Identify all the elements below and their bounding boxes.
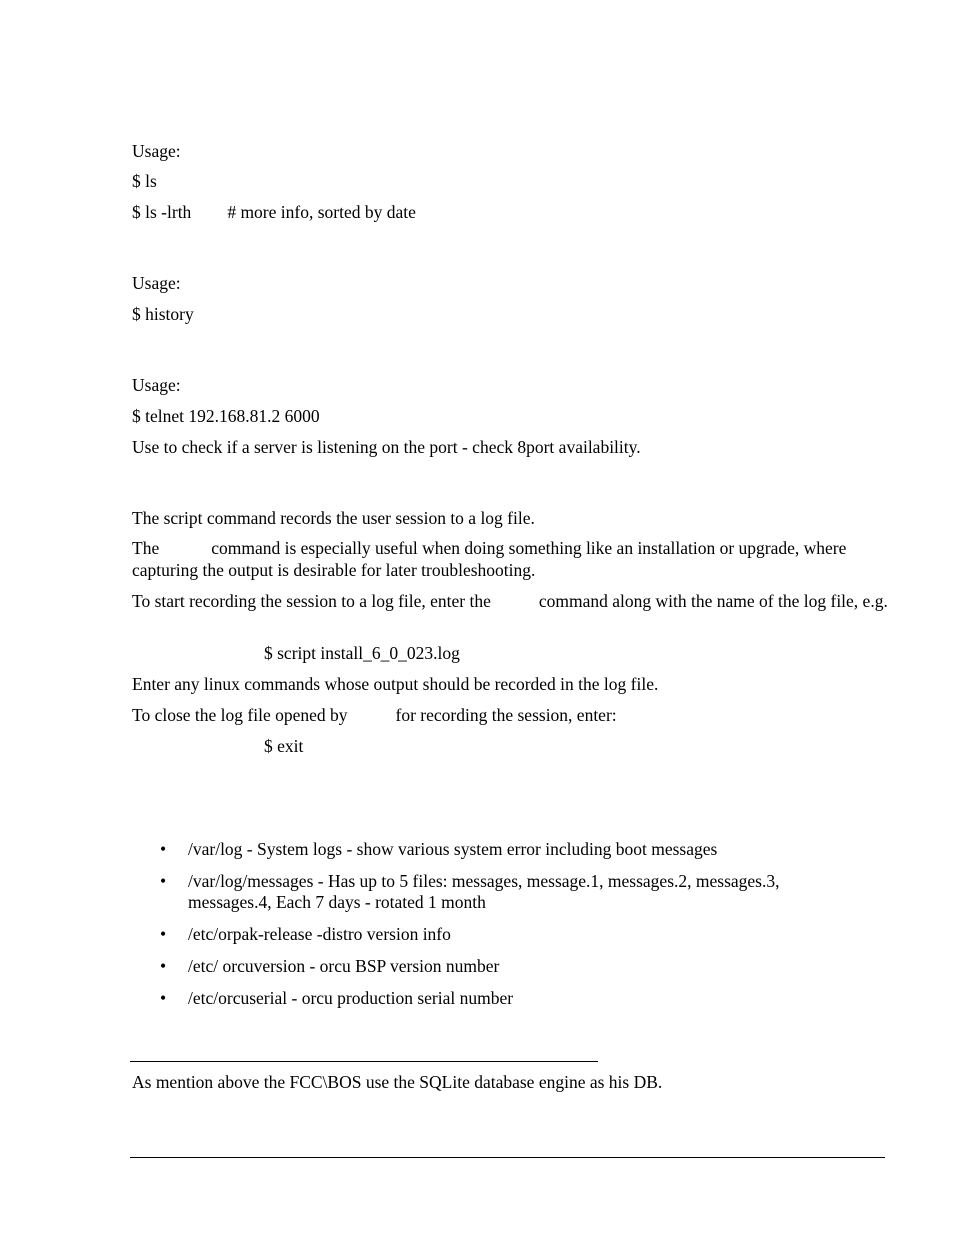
bullet-marker: • <box>160 871 167 891</box>
script-p5-rest: for recording the session, enter: <box>395 705 617 725</box>
bullet-marker: • <box>160 988 167 1008</box>
script-paragraph-start <box>132 590 892 612</box>
history-command: $ history <box>132 304 194 324</box>
script-p5-start: To close the log file opened by <box>132 705 348 725</box>
list-item-text: /etc/orpak-release -distro version info <box>188 924 451 944</box>
bullet-marker: • <box>160 956 167 976</box>
db-description: As mention above the FCC\BOS use the SQLite database engine as his DB. <box>132 1072 663 1092</box>
script-paragraph-enter: Enter any linux commands whose output should be recorded in the log file. <box>132 674 659 694</box>
script-paragraph-usefulness <box>132 537 892 581</box>
section-rule <box>130 1061 598 1062</box>
script-exit-command: $ exit <box>264 736 304 756</box>
script-p2-rest: command is especially useful when doing something like an installation or upgrade, where capturing the output is desirable for later troubleshooting. <box>132 538 847 580</box>
list-item-text: /etc/ orcuversion - orcu BSP version number <box>188 956 500 976</box>
telnet-note: Use to check if a server is listening on the port - check 8port availability. <box>132 437 641 457</box>
ls-lrth-comment: # more info, sorted by date <box>227 202 416 222</box>
list-item-text: /var/log - System logs - show various system error including boot messages <box>188 839 718 859</box>
footer-rule <box>130 1157 885 1158</box>
ls-usage-label: Usage: <box>132 141 181 161</box>
ls-lrth-line <box>132 201 416 223</box>
list-item-text: /etc/orcuserial - orcu production serial number <box>188 988 514 1008</box>
ls-command: $ ls <box>132 171 157 191</box>
script-p3-start: To start recording the session to a log file, enter the <box>132 591 491 611</box>
script-p3-rest: command along with the name of the log file, e.g. <box>538 591 888 611</box>
bullet-marker: • <box>160 839 167 859</box>
script-paragraph-close <box>132 704 617 726</box>
script-example-command: $ script install_6_0_023.log <box>264 643 460 663</box>
ls-lrth-command: $ ls -lrth <box>132 202 192 222</box>
script-intro: The script command records the user session to a log file. <box>132 508 535 528</box>
list-item-text: /var/log/messages - Has up to 5 files: messages, message.1, messages.2, messages.3, messages.4, Each 7 days - rotated 1 month <box>188 871 780 912</box>
script-p2-start: The <box>132 538 160 558</box>
telnet-command: $ telnet 192.168.81.2 6000 <box>132 406 320 426</box>
telnet-usage-label: Usage: <box>132 375 181 395</box>
history-usage-label: Usage: <box>132 273 181 293</box>
bullet-marker: • <box>160 924 167 944</box>
